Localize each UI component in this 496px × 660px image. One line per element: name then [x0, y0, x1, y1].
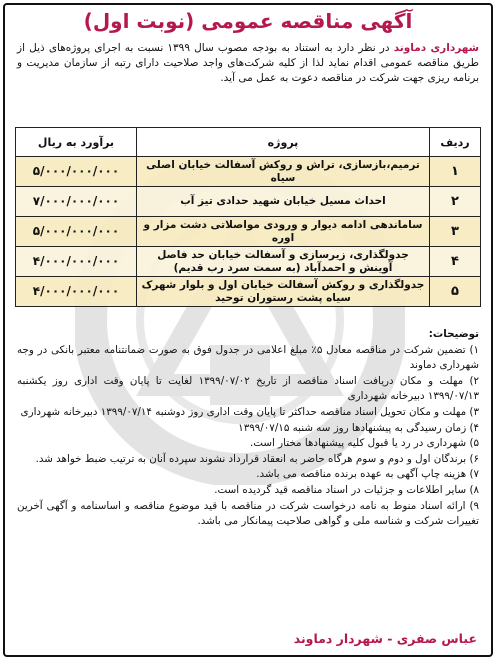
- intro-text: در نظر دارد به استناد به بودجه مصوب سال ۱۳۹۹ نسبت به اجرای پروژه‌های ذیل از طریق مناقصه عمومی اقدام نماید لذا از کلیه شرکت‌های واجد صلاحیت دارای رتبه از سازمان مدیریت و برنامه ریزی جهت شرکت در مناقصه دعوت به عمل می آید.: [17, 42, 479, 84]
- table-row: [16, 277, 481, 307]
- note-item: ۳) مهلت و مکان تحویل اسناد مناقصه حداکثر تا پایان وقت اداری روز دوشنبه ۱۳۹۹/۰۷/۱۴ دبیرخانه شهرداری: [20, 405, 479, 418]
- header-project: پروژه: [137, 128, 430, 157]
- project-amount: ۴/۰۰۰/۰۰۰/۰۰۰: [16, 277, 137, 307]
- project-name: جدولگذاری و روکش آسفالت خیابان اول و بلوار شهرک سیاه پشت رستوران توحید: [137, 277, 430, 307]
- table-header-row: [16, 128, 481, 157]
- organization-name: شهرداری دماوند: [393, 42, 479, 54]
- table-row: [16, 187, 481, 217]
- notice-frame: [3, 3, 493, 657]
- project-name: ساماندهی ادامه دیوار و ورودی مواصلاتی دشت مزار و اوره: [137, 217, 430, 247]
- intro-paragraph: [17, 41, 479, 86]
- note-item: ۲) مهلت و مکان دریافت اسناد مناقصه از تاریخ ۱۳۹۹/۰۷/۰۲ لغایت تا پایان وقت اداری روز یکشنبه ۱۳۹۹/۰۷/۱۳ دبیرخانه شهرداری: [17, 374, 480, 403]
- table-row: [16, 157, 481, 187]
- notes-heading: توضیحات:: [428, 328, 479, 340]
- table-row: [16, 247, 481, 277]
- project-name: ترمیم،بازسازی، تراش و روکش آسفالت خیابان اصلی سیاه: [137, 157, 430, 187]
- project-amount: ۴/۰۰۰/۰۰۰/۰۰۰: [16, 247, 137, 277]
- note-item: ۷) هزینه چاپ آگهی به عهده برنده مناقصه می باشد.: [256, 468, 479, 481]
- project-amount: ۵/۰۰۰/۰۰۰/۰۰۰: [16, 157, 137, 187]
- row-number: ۱: [430, 157, 481, 187]
- row-number: ۵: [430, 277, 481, 307]
- signature: عباس صفری - شهردار دماوند: [293, 631, 477, 646]
- table-row: [16, 217, 481, 247]
- note-item: ۴) زمان رسیدگی به پیشنهادها روز سه شنبه ۱۳۹۹/۰۷/۱۵: [238, 421, 479, 434]
- row-number: ۳: [430, 217, 481, 247]
- note-item: ۱) تضمین شرکت در مناقصه معادل ۵٪ مبلغ اعلامی در جدول فوق به صورت ضمانتنامه معتبر بانکی در وجه شهرداری دماوند: [17, 343, 479, 372]
- notice-title: آگهی مناقصه عمومی (نوبت اول): [83, 9, 413, 33]
- header-row-number: ردیف: [430, 128, 481, 157]
- project-name: جدولگذاری، زیرسازی و آسفالت خیابان حد فاصل آوینش و احمدآباد (به سمت سرد رب قدیم): [137, 247, 430, 277]
- note-item: ۹) ارائه اسناد منوط به نامه درخواست شرکت در مناقصه با قید موضوع مناقصه و اساسنامه و آگهی آخرین تغییرات شرکت و شناسه ملی و گواهی صلاحیت پیمانکار می باشد.: [17, 499, 479, 528]
- notes-section: [17, 327, 479, 530]
- project-name: احداث مسیل خیابان شهید حدادی تیز آب: [137, 187, 430, 217]
- note-item: ۶) برندگان اول و دوم و سوم هرگاه حاضر به انعقاد قرارداد نشوند سپرده آنان به ترتیب ضبط خواهد شد.: [35, 452, 479, 465]
- projects-table: [15, 127, 481, 307]
- project-amount: ۷/۰۰۰/۰۰۰/۰۰۰: [16, 187, 137, 217]
- note-item: ۵) شهرداری در رد یا قبول کلیه پیشنهادها مختار است.: [250, 437, 479, 450]
- note-item: ۸) سایر اطلاعات و جزئیات در اسناد مناقصه قید گردیده است.: [214, 483, 479, 496]
- header-amount: برآورد به ریال: [16, 128, 137, 157]
- row-number: ۴: [430, 247, 481, 277]
- row-number: ۲: [430, 187, 481, 217]
- project-amount: ۵/۰۰۰/۰۰۰/۰۰۰: [16, 217, 137, 247]
